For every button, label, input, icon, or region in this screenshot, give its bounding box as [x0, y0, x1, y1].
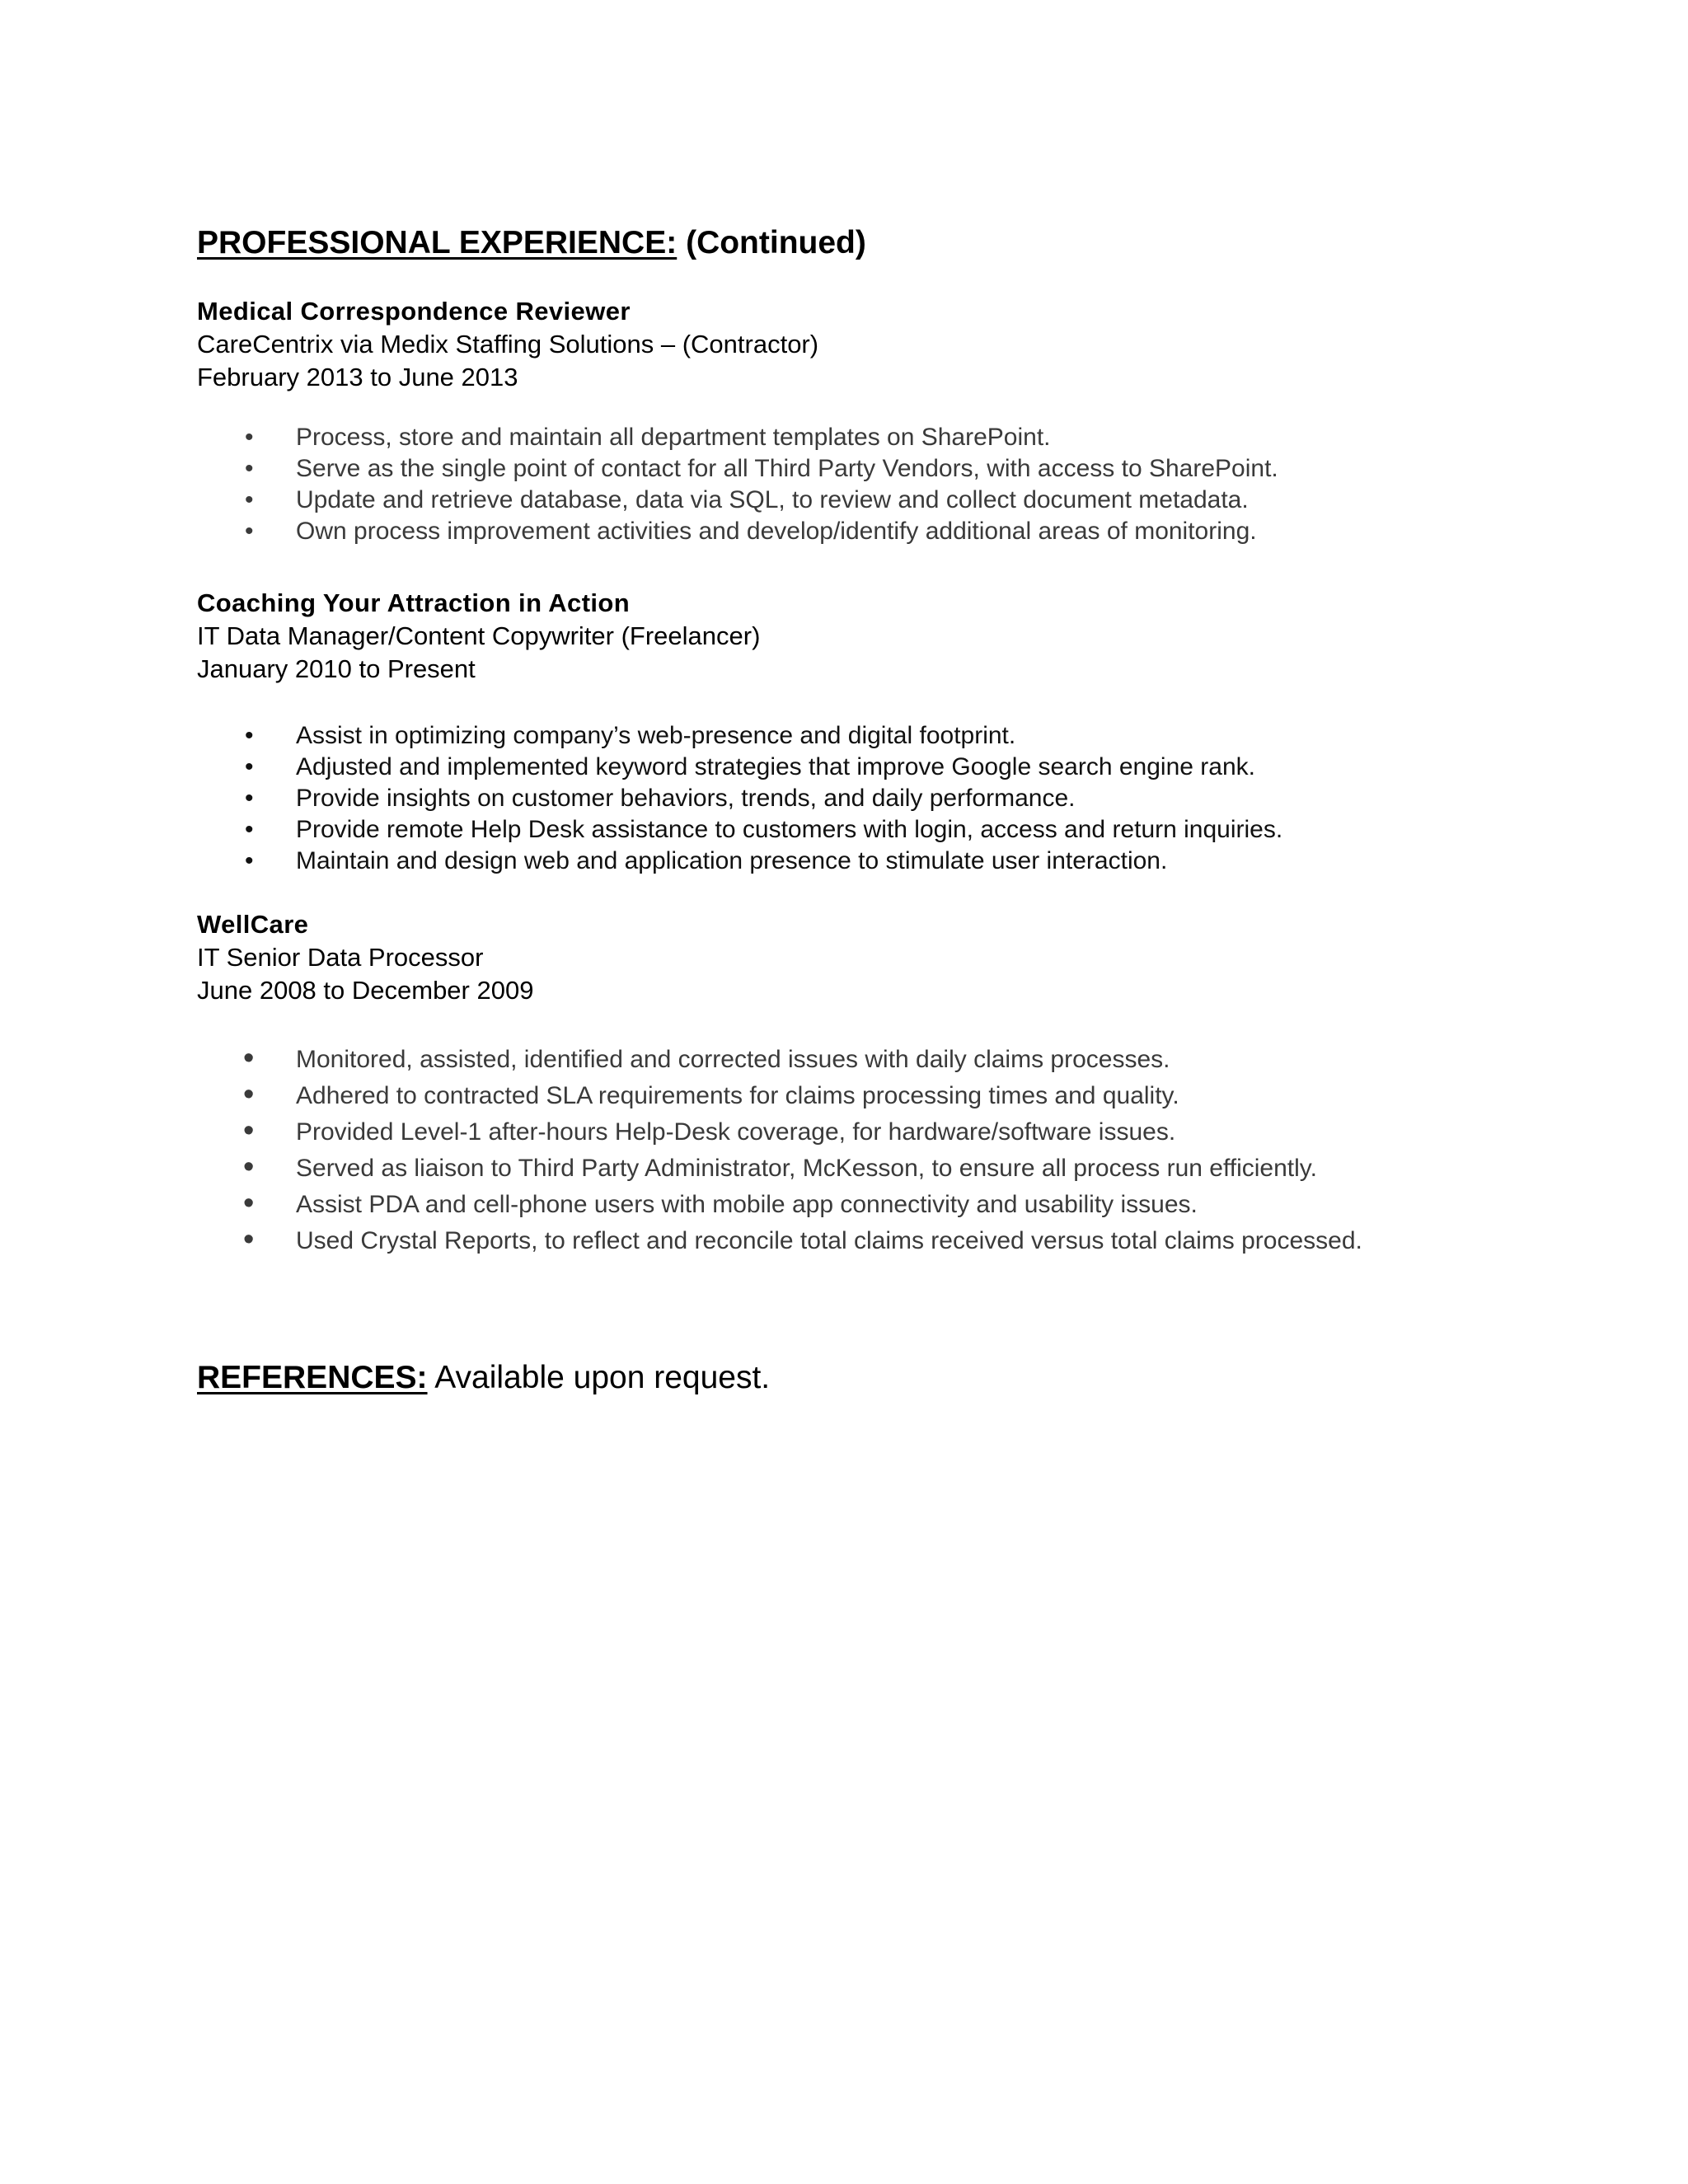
job-title: WellCare	[197, 910, 309, 939]
references-label: REFERENCES:	[197, 1360, 428, 1395]
bullet-text: Provide insights on customer behaviors, trends, and daily performance.	[296, 785, 1076, 812]
list-item	[197, 516, 1598, 547]
bullet-text: Assist PDA and cell-phone users with mobile app connectivity and usability issues.	[296, 1191, 1198, 1218]
bullet-icon: •	[243, 1150, 255, 1184]
bullet-text: Provided Level-1 after-hours Help-Desk coverage, for hardware/software issues.	[296, 1118, 1176, 1146]
bullet-text: Own process improvement activities and develop/identify additional areas of monitoring.	[296, 518, 1257, 545]
bullet-icon: •	[245, 518, 254, 545]
heading-underlined: PROFESSIONAL EXPERIENCE:	[197, 225, 678, 260]
list-item	[197, 814, 1598, 846]
bullet-icon: •	[245, 847, 254, 874]
bullet-text: Adjusted and implemented keyword strategies that improve Google search engine rank.	[296, 753, 1255, 780]
list-item	[197, 485, 1598, 516]
job-title: Medical Correspondence Reviewer	[197, 297, 631, 326]
references-section	[197, 1358, 770, 1398]
job-dates: February 2013 to June 2013	[197, 363, 518, 391]
bullet-icon: •	[243, 1041, 255, 1076]
list-item	[197, 453, 1598, 485]
bullet-text: Served as liaison to Third Party Administrator, McKesson, to ensure all process run efficiently.	[296, 1155, 1317, 1182]
job-employer: CareCentrix via Medix Staffing Solutions – (Contractor)	[197, 330, 819, 359]
bullet-text: Used Crystal Reports, to reflect and reconcile total claims received versus total claims processed.	[296, 1227, 1362, 1254]
job-bullets-coaching-your-attraction	[197, 720, 1598, 877]
bullet-text: Update and retrieve database, data via SQL, to review and collect document metadata.	[296, 486, 1249, 513]
job-employer: IT Senior Data Processor	[197, 943, 484, 972]
bullet-icon: •	[245, 424, 254, 451]
job-entry-medical-correspondence	[197, 295, 1598, 394]
section-heading-professional-experience	[197, 223, 866, 263]
job-dates: January 2010 to Present	[197, 654, 476, 683]
list-item	[197, 422, 1598, 453]
job-bullets-wellcare	[197, 1042, 1598, 1259]
list-item	[197, 1114, 1598, 1151]
bullet-text: Provide remote Help Desk assistance to customers with login, access and return inquiries.	[296, 816, 1283, 843]
bullet-icon: •	[243, 1222, 255, 1257]
job-entry-wellcare	[197, 908, 1598, 1007]
references-text: Available upon request.	[434, 1360, 771, 1395]
bullet-text: Assist in optimizing company’s web-presence and digital footprint.	[296, 722, 1016, 749]
bullet-icon: •	[245, 722, 254, 749]
list-item	[197, 1151, 1598, 1187]
job-employer: IT Data Manager/Content Copywriter (Freelancer)	[197, 621, 761, 650]
list-item	[197, 846, 1598, 877]
list-item	[197, 1078, 1598, 1114]
job-bullets-medical-correspondence	[197, 422, 1598, 547]
bullet-icon: •	[245, 816, 254, 843]
bullet-icon: •	[243, 1186, 255, 1221]
bullet-text: Adhered to contracted SLA requirements for claims processing times and quality.	[296, 1082, 1179, 1109]
list-item	[197, 752, 1598, 783]
bullet-icon: •	[245, 753, 254, 780]
bullet-text: Maintain and design web and application presence to stimulate user interaction.	[296, 847, 1168, 874]
list-item	[197, 783, 1598, 814]
bullet-icon: •	[245, 455, 254, 482]
list-item	[197, 1042, 1598, 1078]
bullet-text: Process, store and maintain all department templates on SharePoint.	[296, 424, 1051, 451]
heading-suffix: (Continued)	[686, 225, 866, 260]
bullet-icon: •	[245, 785, 254, 812]
list-item	[197, 1223, 1598, 1259]
job-dates: June 2008 to December 2009	[197, 976, 534, 1005]
job-title: Coaching Your Attraction in Action	[197, 588, 631, 617]
list-item	[197, 1187, 1598, 1223]
bullet-text: Serve as the single point of contact for all Third Party Vendors, with access to SharePoint.	[296, 455, 1278, 482]
list-item	[197, 720, 1598, 752]
bullet-icon: •	[243, 1077, 255, 1112]
job-entry-coaching-your-attraction	[197, 587, 1598, 686]
bullet-icon: •	[243, 1113, 255, 1148]
bullet-text: Monitored, assisted, identified and corrected issues with daily claims processes.	[296, 1046, 1170, 1073]
bullet-icon: •	[245, 486, 254, 513]
